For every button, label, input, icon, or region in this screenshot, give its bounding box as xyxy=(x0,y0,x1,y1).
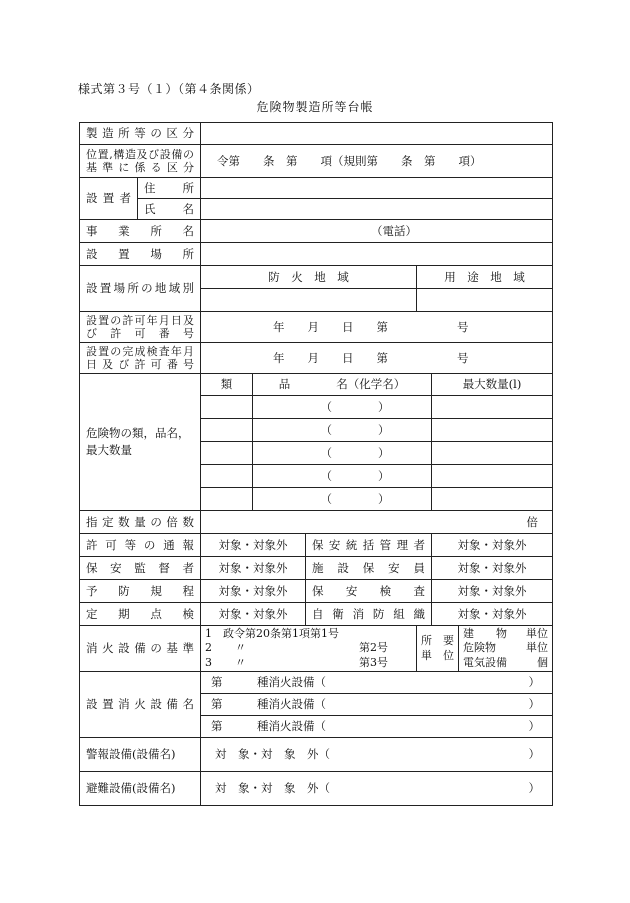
ledger-table xyxy=(79,122,553,806)
target-label-right: 自衛消防組織 xyxy=(306,603,432,626)
haz-max-cell[interactable] xyxy=(432,396,553,419)
classification-field[interactable] xyxy=(201,123,553,145)
haz-col-max: 最大数量(l) xyxy=(432,374,553,396)
location-field[interactable] xyxy=(201,243,553,266)
required-units-label: 所 要 単 位 xyxy=(417,626,459,672)
target-value-left[interactable]: 対象・対象外 xyxy=(201,580,306,603)
haz-max-cell[interactable] xyxy=(432,488,553,511)
target-value-right[interactable]: 対象・対象外 xyxy=(432,603,553,626)
completion-label xyxy=(80,343,201,374)
evac-field[interactable]: 対 象・対 象 外（ ） xyxy=(201,772,553,806)
target-value-left[interactable]: 対象・対象外 xyxy=(201,603,306,626)
target-label-left: 保安監督者 xyxy=(80,557,201,580)
target-value-right[interactable]: 対象・対象外 xyxy=(432,534,553,557)
target-label-left: 許可等の通報 xyxy=(80,534,201,557)
extinguish-row[interactable]: 第 種消火設備（ ） xyxy=(201,716,553,738)
name-field[interactable] xyxy=(201,199,553,220)
multiple-label: 指定数量の倍数 xyxy=(80,511,201,534)
haz-class-cell[interactable] xyxy=(201,396,253,419)
target-value-right[interactable]: 対象・対象外 xyxy=(432,580,553,603)
extinguish-row[interactable]: 第 種消火設備（ ） xyxy=(201,694,553,716)
haz-col-class: 類 xyxy=(201,374,253,396)
location-label: 設置場所 xyxy=(80,243,201,266)
address-field[interactable] xyxy=(201,178,553,199)
fire-std-options[interactable] xyxy=(201,626,417,672)
area-label: 設置場所の地域別 xyxy=(80,266,201,312)
target-label-left: 予防規程 xyxy=(80,580,201,603)
standard-label xyxy=(80,145,201,178)
haz-class-cell[interactable] xyxy=(201,465,253,488)
form-number: 様式第３号（１）（第４条関係） xyxy=(78,82,260,96)
haz-label: 危険物の類，品名，最大数量 xyxy=(80,374,201,511)
fire-zone-label: 防 火 地 域 xyxy=(201,266,417,289)
classification-label: 製造所等の区分 xyxy=(80,123,201,145)
fire-zone-field[interactable] xyxy=(201,289,417,312)
target-value-right[interactable]: 対象・対象外 xyxy=(432,557,553,580)
fire-std-label: 消火設備の基準 xyxy=(80,626,201,672)
target-label-right: 保安統括管理者 xyxy=(306,534,432,557)
alarm-field[interactable]: 対 象・対 象 外（ ） xyxy=(201,738,553,772)
installer-label: 設置者 xyxy=(80,178,138,220)
target-label-right: 保安検査 xyxy=(306,580,432,603)
permit-label-line1: 設置の許可年月日及 xyxy=(86,313,194,327)
business-field[interactable]: （電話） xyxy=(201,220,553,243)
standard-label-line2: 基準に係る区分 xyxy=(86,161,194,174)
haz-class-cell[interactable] xyxy=(201,419,253,442)
haz-max-cell[interactable] xyxy=(432,465,553,488)
target-label-right: 施設保安員 xyxy=(306,557,432,580)
permit-label-line2: び許可番号 xyxy=(86,327,194,340)
completion-label-line1: 設置の完成検査年月 xyxy=(86,344,194,358)
haz-max-cell[interactable] xyxy=(432,419,553,442)
haz-item-cell[interactable]: （ ） xyxy=(253,488,432,511)
haz-col-item: 品 名（化学名） xyxy=(253,374,432,396)
completion-field[interactable]: 年 月 日 第 号 xyxy=(201,343,553,374)
business-label: 事業所名 xyxy=(80,220,201,243)
fire-std-option-2: 2 〃 第2号 xyxy=(205,641,388,655)
use-zone-field[interactable] xyxy=(417,289,553,312)
permit-field[interactable]: 年 月 日 第 号 xyxy=(201,312,553,343)
target-value-left[interactable]: 対象・対象外 xyxy=(201,534,306,557)
page-title: 危険物製造所等台帳 xyxy=(256,100,374,114)
address-label: 住 所 xyxy=(138,178,201,199)
permit-label xyxy=(80,312,201,343)
alarm-label: 警報設備(設備名) xyxy=(80,738,201,772)
haz-item-cell[interactable]: （ ） xyxy=(253,465,432,488)
target-label-left: 定期点検 xyxy=(80,603,201,626)
standard-field[interactable]: 令第 条 第 項（規則第 条 第 項） xyxy=(201,145,553,178)
multiple-field[interactable]: 倍 xyxy=(201,511,553,534)
evac-label: 避難設備(設備名) xyxy=(80,772,201,806)
haz-class-cell[interactable] xyxy=(201,488,253,511)
extinguish-row[interactable]: 第 種消火設備（ ） xyxy=(201,672,553,694)
haz-item-cell[interactable]: （ ） xyxy=(253,396,432,419)
target-value-left[interactable]: 対象・対象外 xyxy=(201,557,306,580)
extinguish-label: 設置消火設備名 xyxy=(80,672,201,738)
haz-item-cell[interactable]: （ ） xyxy=(253,419,432,442)
fire-std-option-1: 1 政令第20条第1項第1号 xyxy=(205,627,339,641)
name-label: 氏 名 xyxy=(138,199,201,220)
haz-max-cell[interactable] xyxy=(432,442,553,465)
use-zone-label: 用 途 地 域 xyxy=(417,266,553,289)
haz-class-cell[interactable] xyxy=(201,442,253,465)
completion-label-line2: 日及び許可番号 xyxy=(86,358,194,371)
standard-label-line1: 位置,構造及び設備の xyxy=(86,147,194,161)
required-units-values[interactable]: 建 物 単位 危険物 単位 電気設備 個 xyxy=(459,626,553,672)
haz-item-cell[interactable]: （ ） xyxy=(253,442,432,465)
fire-std-option-3: 3 〃 第3号 xyxy=(205,655,388,669)
